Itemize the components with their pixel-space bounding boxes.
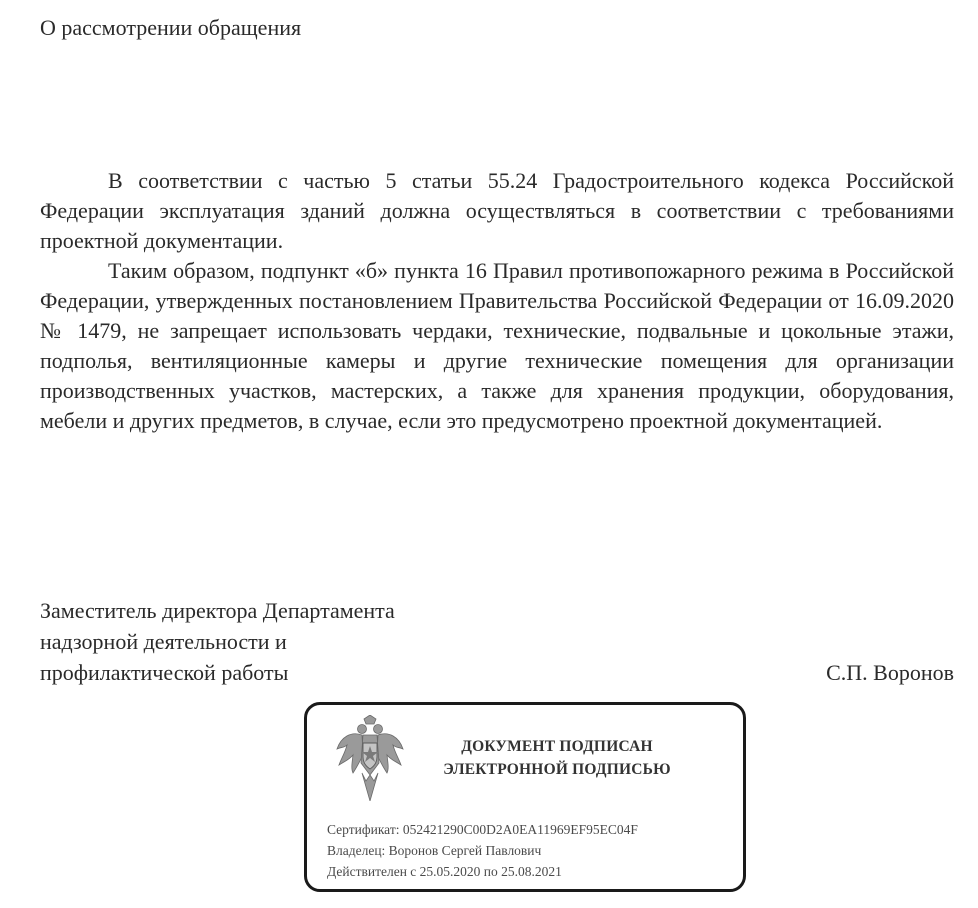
stamp-title — [419, 735, 695, 781]
signer-name: С.П. Воронов — [826, 660, 954, 685]
signer-position — [40, 595, 395, 688]
stamp-title-line-1: ДОКУМЕНТ ПОДПИСАН — [461, 738, 653, 755]
stamp-owner: Владелец: Воронов Сергей Павлович — [327, 843, 542, 858]
document-body — [40, 166, 954, 436]
stamp-validity: Действителен с 25.05.2020 по 25.08.2021 — [327, 864, 562, 879]
paragraph-2: Таким образом, подпункт «б» пункта 16 Правил противопожарного режима в Российской Федерации, утвержденных постановлением Правительства Российской Федерации от 16.09.2020 № 1479, не запрещает использовать чердаки, технические, подвальные и цокольные этажи, подполья, вентиляционные камеры и другие технические помещения для организации производственных участков, мастерских, а также для хранения продукции, оборудования, мебели и других предметов, в случае, если это предусмотрено проектной документацией. — [40, 258, 954, 433]
stamp-title-line-2: ЭЛЕКТРОННОЙ ПОДПИСЬЮ — [443, 761, 671, 778]
signer-position-line-2: надзорной деятельности и — [40, 629, 287, 654]
emchs-emblem-icon — [335, 715, 405, 801]
electronic-signature-stamp — [304, 702, 746, 892]
document-subject: О рассмотрении обращения — [40, 15, 302, 40]
signer-position-line-1: Заместитель директора Департамента — [40, 598, 395, 623]
signer-position-line-3: профилактической работы — [40, 660, 289, 685]
stamp-certificate: Сертификат: 052421290C00D2A0EA11969EF95EC04F — [327, 822, 638, 837]
stamp-details — [327, 819, 638, 882]
paragraph-1: В соответствии с частью 5 статьи 55.24 Градостроительного кодекса Российской Федерации эксплуатация зданий должна осуществляться в соответствии с требованиями проектной документации. — [40, 168, 954, 253]
